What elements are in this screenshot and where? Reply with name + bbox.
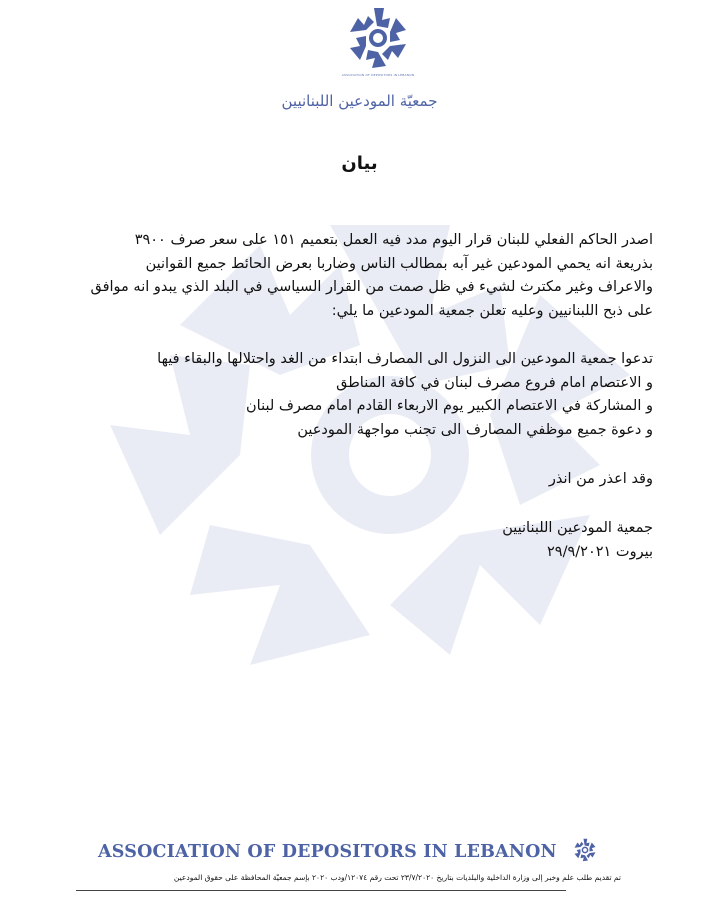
signature-place-date: بيروت ٢٩/٩/٢٠٢١ (547, 543, 653, 560)
statement-paragraph-1 (91, 229, 654, 323)
statement-paragraph-2 (157, 348, 653, 442)
text-line: و دعوة جميع موظفي المصارف الى تجنب مواجهة المودعين (297, 421, 653, 438)
footer-divider (76, 890, 566, 891)
organization-name-arabic: جمعيّة المودعين اللبنانيين (281, 92, 438, 110)
footer-logo-icon (573, 838, 597, 862)
text-line: على ذبح اللبنانيين وعليه تعلن جمعية المودعين ما يلي: (331, 302, 653, 319)
text-line: وقد اعذر من انذر (548, 471, 653, 487)
logo-caption: ASSOCIATION OF DEPOSITORS IN LEBANON (341, 73, 415, 77)
text-line: و المشاركة في الاعتصام الكبير يوم الاربعاء القادم امام مصرف لبنان (246, 398, 653, 414)
signature-block (502, 517, 653, 564)
text-line: و الاعتصام امام فروع مصرف لبنان في كافة المناطق (336, 374, 653, 391)
association-logo (346, 6, 410, 70)
text-line: بذريعة انه يحمي المودعين غير آبه بمطالب الناس وضاربا بعرض الحائط جميع القوانين (145, 255, 653, 272)
text-line: تدعوا جمعية المودعين الى النزول الى المصارف ابتداء من الغد واحتلالها والبقاء فيها (157, 351, 653, 367)
text-line: والاعراف وغير مكترث لشيء في ظل صمت من القرار السياسي في البلد الذي يبدو انه موافق (90, 279, 653, 295)
closing-line (549, 468, 653, 492)
footer-organization-name: ASSOCIATION OF DEPOSITORS IN LEBANON (98, 842, 557, 862)
signature-name: جمعية المودعين اللبنانيين (502, 520, 653, 536)
statement-title: بيان (341, 153, 378, 174)
footer-registration-note: تم تقديم طلب علم وخبر إلى وزارة الداخلية والبلديات بتاريخ ٢٣/٧/٢٠٢٠ تحت رقم ١٢٠٧٤/ودب ٢٠٢٠ بإسم جمعيّة المحافظة على حقوق المودعين (173, 873, 621, 882)
text-line: اصدر الحاكم الفعلي للبنان قرار اليوم مدد فيه العمل بتعميم ١٥١ على سعر صرف ٣٩٠٠ (134, 232, 653, 248)
